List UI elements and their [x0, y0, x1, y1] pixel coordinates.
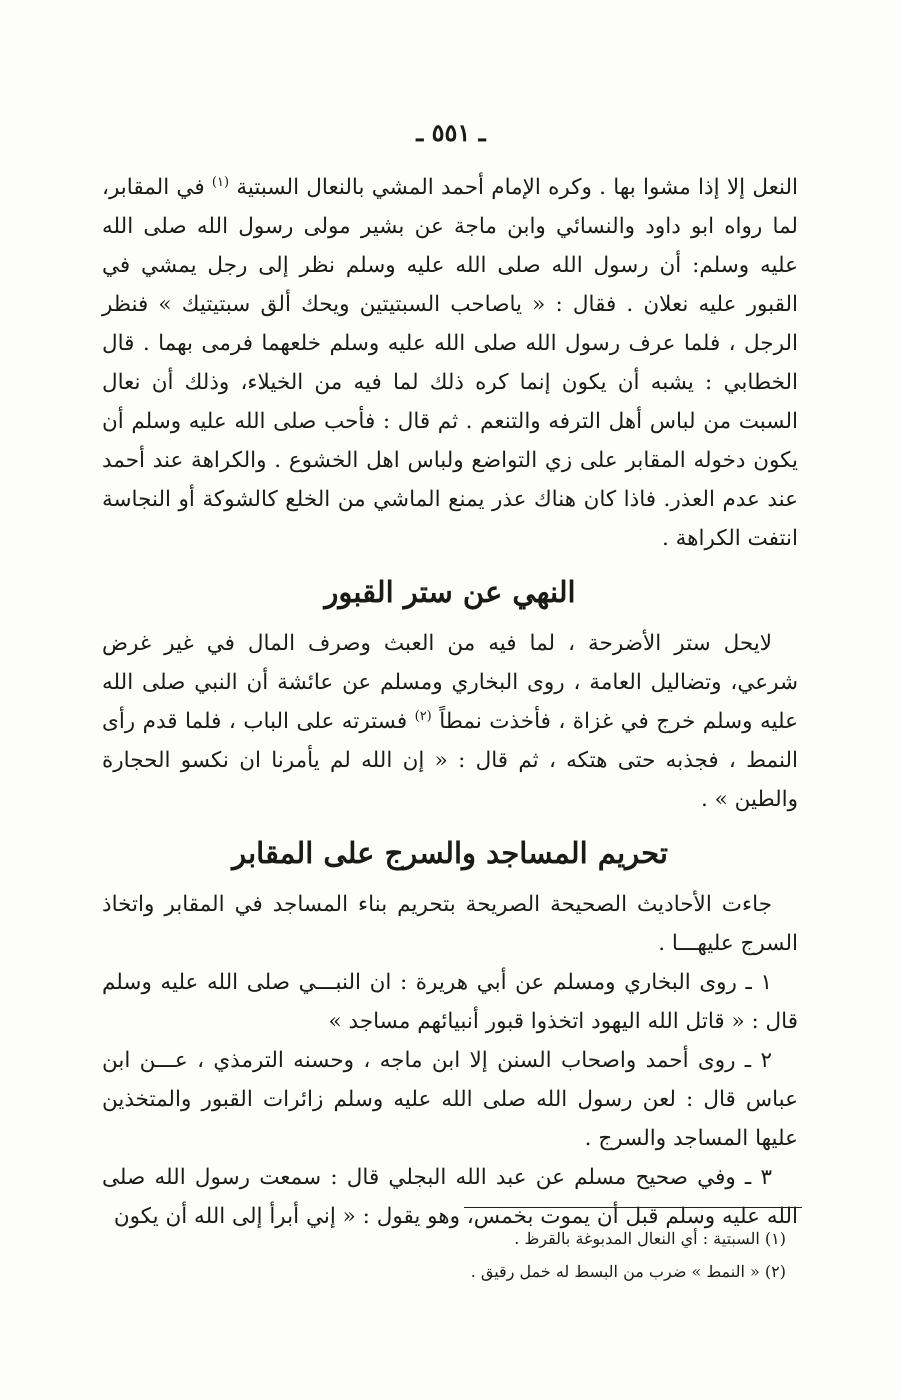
- section-heading-mosques-lamps: تحريم المساجد والسرج على المقابر: [232, 836, 668, 870]
- footnote-1: (١) السبتية : أي النعال المدبوغة بالقرظ .: [514, 1229, 786, 1248]
- section-heading-graves-cover: النهي عن ستر القبور: [324, 575, 576, 609]
- hadith-item-1: ١ ـ روى البخاري ومسلم عن أبي هريرة : ان النبـــي صلى الله عليه وسلم قال : « قاتل الله اليهود اتخذوا قبور أنبيائهم مساجد »: [102, 970, 798, 1034]
- footnote-divider: [464, 1207, 802, 1208]
- footnotes: [102, 1222, 792, 1288]
- paragraph-text: النعل إلا إذا مشوا بها . وكره الإمام أحمد المشي بالنعال السبتية: [236, 175, 799, 200]
- footnote-2: (٢) « النمط » ضرب من البسط له خمل رقيق .: [470, 1262, 786, 1281]
- paragraph-text: في المقابر، لما رواه ابو داود والنسائي وابن ماجة عن بشير مولى رسول الله صلى الله عليه وسلم: أن رسول الله صلى الله عليه وسلم نظر إلى رجل يمشي في القبور عليه نعلان . فقال : « ياصاحب السبتيتين ويحك ألق سبتيتيك » فنظر الرجل ، فلما عرف رسول الله صلى الله عليه وسلم خلعهما فرمى بهما . قال الخطابي : يشبه أن يكون إنما كره ذلك لما فيه من الخيلاء، وذلك أن نعال السبت من لباس أهل الترفه والتنعم . ثم قال : فأحب صلى الله عليه وسلم أن يكون دخوله المقابر على زي التواضع ولباس اهل الخشوع . والكراهة عند أحمد عند عدم العذر. فاذا كان هناك عذر يمنع الماشي من الخلع كالشوكة أو النجاسة انتفت الكراهة .: [102, 175, 798, 551]
- paragraph-continuation: [102, 168, 798, 558]
- paragraph-intro: جاءت الأحاديث الصحيحة الصريحة بتحريم بناء المساجد في المقابر واتخاذ السرج عليهـــا .: [102, 892, 798, 956]
- hadith-item-2: ٢ ـ روى أحمد واصحاب السنن إلا ابن ماجه ، وحسنه الترمذي ، عـــن ابن عباس قال : لعن رسول الله صلى الله عليه وسلم زائرات القبور والمتخذين عليها المساجد والسرج .: [102, 1048, 798, 1151]
- hadith-item-3: ٣ ـ وفي صحيح مسلم عن عبد الله البجلي قال : سمعت رسول الله صلى الله عليه وسلم قبل أن يموت بخمس، وهو يقول : « إني أبرأ إلى الله أن يكون: [102, 1165, 798, 1229]
- footnote-ref-2: (٢): [414, 708, 432, 724]
- footnote-ref-1: (١): [211, 174, 230, 190]
- paragraph-graves-cover: [102, 624, 798, 819]
- paragraph-text: فسترته على الباب ، فلما قدم رأى النمط ، فجذبه حتى هتكه ، ثم قال : « إن الله لم يأمرنا ان نكسو الحجارة والطين » .: [102, 709, 798, 812]
- main-text: [102, 168, 798, 1236]
- paragraph-text: لايحل ستر الأضرحة ، لما فيه من العبث وصرف المال في غير غرض شرعي، وتضاليل العامة ، روى البخاري ومسلم عن عائشة أن النبي صلى الله عليه وسلم خرج في غزاة ، فأخذت نمطاً: [102, 631, 798, 734]
- page-number: ـ ٥٥١ ـ: [416, 118, 486, 147]
